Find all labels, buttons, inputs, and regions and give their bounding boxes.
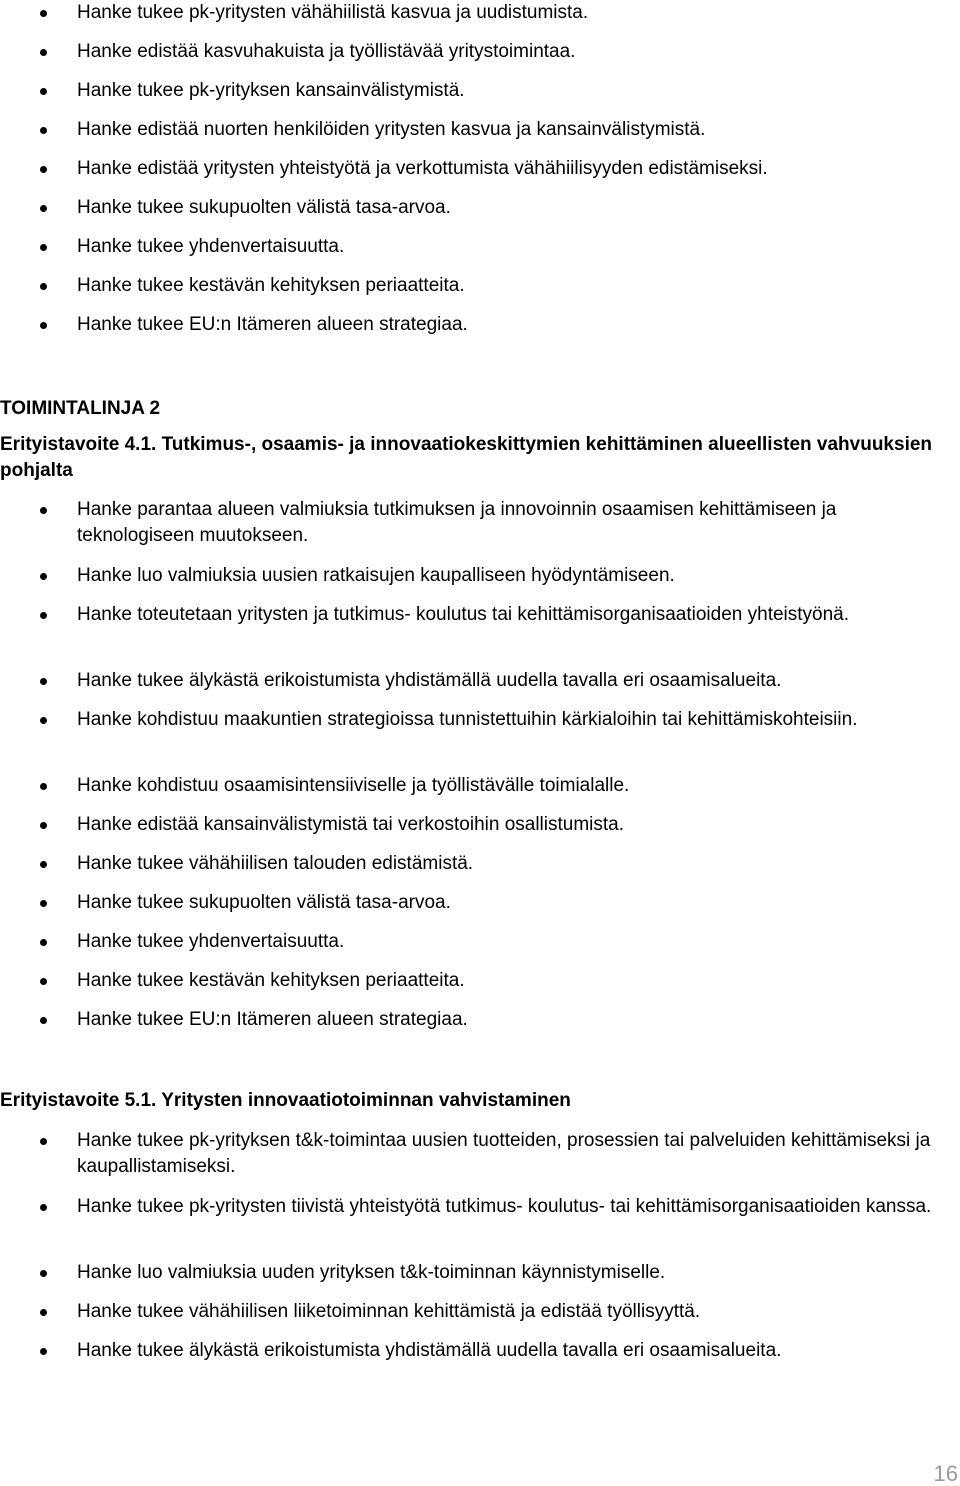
bullet-icon	[40, 900, 47, 907]
bullet-icon	[40, 1348, 47, 1355]
bullet-icon	[40, 127, 47, 134]
bullet-icon	[40, 283, 47, 290]
list-item: Hanke tukee sukupuolten välistä tasa-arvoa.	[0, 195, 945, 234]
objective-heading-5-1: Erityistavoite 5.1. Yritysten innovaatiotoiminnan vahvistaminen	[0, 1090, 571, 1111]
list-item: Hanke tukee kestävän kehityksen periaatteita.	[0, 273, 945, 312]
bullet-icon	[40, 205, 47, 212]
list-item: Hanke edistää kasvuhakuista ja työllistävää yritystoimintaa.	[0, 39, 945, 78]
objective-heading-4-1: Erityistavoite 4.1. Tutkimus-, osaamis- ja innovaatiokeskittymien kehittäminen alueellisten vahvuuksien pohjalta	[0, 434, 933, 481]
bullet-icon	[40, 573, 47, 580]
list-item: Hanke kohdistuu maakuntien strategioissa tunnistettuihin kärkialoihin tai kehittämiskohteisiin.	[0, 707, 945, 773]
bullet-icon	[40, 822, 47, 829]
bullet-list-1	[0, 0, 945, 351]
bullet-icon	[40, 1309, 47, 1316]
page-number: 16	[933, 1461, 958, 1486]
bullet-icon	[40, 678, 47, 685]
list-item: Hanke edistää kansainvälistymistä tai verkostoihin osallistumista.	[0, 812, 945, 851]
list-item: Hanke tukee älykästä erikoistumista yhdistämällä uudella tavalla eri osaamisalueita.	[0, 1338, 945, 1377]
bullet-icon	[40, 939, 47, 946]
bullet-icon	[40, 166, 47, 173]
bullet-icon	[40, 717, 47, 724]
list-item: Hanke luo valmiuksia uuden yrityksen t&k-toiminnan käynnistymiselle.	[0, 1260, 945, 1299]
bullet-icon	[40, 612, 47, 619]
list-item: Hanke luo valmiuksia uusien ratkaisujen kaupalliseen hyödyntämiseen.	[0, 563, 945, 602]
list-item: Hanke edistää nuorten henkilöiden yritysten kasvua ja kansainvälistymistä.	[0, 117, 945, 156]
list-item: Hanke tukee pk-yrityksen t&k-toimintaa uusien tuotteiden, prosessien tai palveluiden kehittämiseksi ja kaupallistamiseksi.	[0, 1128, 945, 1194]
bullet-icon	[40, 978, 47, 985]
bullet-icon	[40, 10, 47, 17]
bullet-icon	[40, 322, 47, 329]
bullet-icon	[40, 861, 47, 868]
list-item: Hanke parantaa alueen valmiuksia tutkimuksen ja innovoinnin osaamisen kehittämiseen ja teknologiseen muutokseen.	[0, 497, 945, 563]
bullet-icon	[40, 507, 47, 514]
bullet-icon	[40, 783, 47, 790]
list-item: Hanke tukee pk-yritysten vähähiilistä kasvua ja uudistumista.	[0, 0, 945, 39]
bullet-icon	[40, 244, 47, 251]
bullet-icon	[40, 1204, 47, 1211]
list-item: Hanke tukee EU:n Itämeren alueen strategiaa.	[0, 1007, 945, 1046]
bullet-icon	[40, 1138, 47, 1145]
section-title: TOIMINTALINJA 2	[0, 398, 161, 419]
bullet-icon	[40, 1270, 47, 1277]
bullet-list-2	[0, 497, 945, 1046]
bullet-icon	[40, 88, 47, 95]
list-item: Hanke kohdistuu osaamisintensiiviselle ja työllistävälle toimialalle.	[0, 773, 945, 812]
list-item: Hanke tukee yhdenvertaisuutta.	[0, 234, 945, 273]
list-item: Hanke tukee sukupuolten välistä tasa-arvoa.	[0, 890, 945, 929]
list-item: Hanke tukee älykästä erikoistumista yhdistämällä uudella tavalla eri osaamisalueita.	[0, 668, 945, 707]
list-item: Hanke tukee kestävän kehityksen periaatteita.	[0, 968, 945, 1007]
list-item: Hanke edistää yritysten yhteistyötä ja verkottumista vähähiilisyyden edistämiseksi.	[0, 156, 945, 195]
list-item: Hanke tukee EU:n Itämeren alueen strategiaa.	[0, 312, 945, 351]
list-item: Hanke toteutetaan yritysten ja tutkimus- koulutus tai kehittämisorganisaatioiden yhteistyönä.	[0, 602, 945, 668]
list-item: Hanke tukee vähähiilisen talouden edistämistä.	[0, 851, 945, 890]
bullet-list-3	[0, 1128, 945, 1377]
list-item: Hanke tukee pk-yrityksen kansainvälistymistä.	[0, 78, 945, 117]
bullet-icon	[40, 49, 47, 56]
list-item: Hanke tukee pk-yritysten tiivistä yhteistyötä tutkimus- koulutus- tai kehittämisorganisaatioiden kanssa.	[0, 1194, 945, 1260]
bullet-icon	[40, 1017, 47, 1024]
list-item: Hanke tukee vähähiilisen liiketoiminnan kehittämistä ja edistää työllisyyttä.	[0, 1299, 945, 1338]
list-item: Hanke tukee yhdenvertaisuutta.	[0, 929, 945, 968]
